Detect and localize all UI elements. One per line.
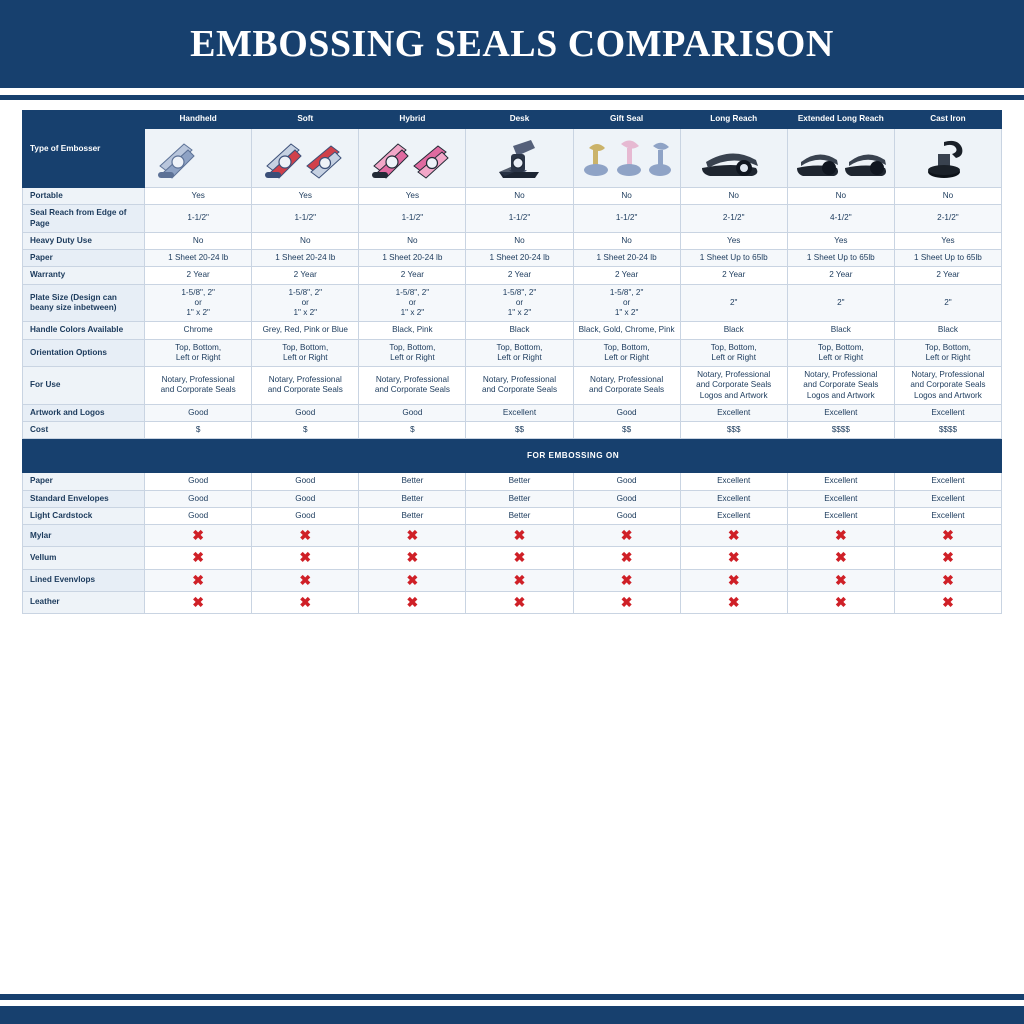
- table-cell: No: [145, 232, 252, 249]
- gift-seal-embosser-icon: [573, 129, 680, 188]
- table-cell: Notary, Professional and Corporate Seals: [466, 367, 573, 405]
- x-mark-icon: [359, 591, 466, 613]
- table-cell: Good: [252, 490, 359, 507]
- row-label-leather: Leather: [23, 591, 145, 613]
- row-label-heavy-duty-use: Heavy Duty Use: [23, 232, 145, 249]
- row-label-portable: Portable: [23, 188, 145, 205]
- table-row: [23, 507, 1002, 524]
- table-cell: 1 Sheet 20-24 lb: [359, 250, 466, 267]
- table-cell: 1 Sheet 20-24 lb: [145, 250, 252, 267]
- table-row: [23, 339, 1002, 367]
- long-reach-embosser-icon: [680, 129, 787, 188]
- handheld-embosser-icon: [145, 129, 252, 188]
- footer-bar: [0, 1006, 1024, 1024]
- table-cell: Yes: [252, 188, 359, 205]
- x-mark-icon: ✖: [620, 549, 633, 566]
- table-cell: Good: [145, 490, 252, 507]
- column-header-desk: Desk: [466, 111, 573, 129]
- table-row: [23, 250, 1002, 267]
- x-mark-icon: ✖: [406, 549, 419, 566]
- hybrid-embosser-icon: [359, 129, 466, 188]
- x-mark-icon: [252, 569, 359, 591]
- page-header: [0, 0, 1024, 88]
- table-cell: 4-1/2": [787, 205, 894, 233]
- row-label-paper: Paper: [23, 250, 145, 267]
- x-mark-icon: [145, 591, 252, 613]
- table-cell: Notary, Professional and Corporate Seals Logos and Artwork: [894, 367, 1001, 405]
- table-cell: 2": [787, 284, 894, 322]
- table-cell: No: [573, 188, 680, 205]
- x-mark-icon: [573, 569, 680, 591]
- table-cell: 1-5/8", 2" or 1" x 2": [145, 284, 252, 322]
- table-row: [23, 232, 1002, 249]
- table-row: [23, 569, 1002, 591]
- table-cell: 1 Sheet 20-24 lb: [466, 250, 573, 267]
- x-mark-icon: ✖: [192, 549, 205, 566]
- table-cell: $: [359, 422, 466, 439]
- x-mark-icon: [466, 569, 573, 591]
- x-mark-icon: [680, 591, 787, 613]
- x-mark-icon: ✖: [513, 527, 526, 543]
- table-cell: 2-1/2": [894, 205, 1001, 233]
- table-cell: $: [145, 422, 252, 439]
- x-mark-icon: ✖: [406, 593, 419, 610]
- row-label-artwork-and-logos: Artwork and Logos: [23, 404, 145, 421]
- x-mark-icon: ✖: [727, 549, 740, 566]
- table-cell: 2-1/2": [680, 205, 787, 233]
- table-cell: Better: [466, 490, 573, 507]
- table-cell: Yes: [894, 232, 1001, 249]
- table-cell: No: [252, 232, 359, 249]
- x-mark-icon: [145, 569, 252, 591]
- table-cell: 1-1/2": [573, 205, 680, 233]
- table-row: [23, 525, 1002, 547]
- table-cell: No: [680, 188, 787, 205]
- row-label-warranty: Warranty: [23, 267, 145, 284]
- row-label-paper: Paper: [23, 473, 145, 490]
- x-mark-icon: ✖: [727, 527, 740, 543]
- table-cell: Excellent: [680, 473, 787, 490]
- x-mark-icon: [787, 591, 894, 613]
- table-cell: 2 Year: [145, 267, 252, 284]
- table-cell: Yes: [787, 232, 894, 249]
- table-cell: 1 Sheet 20-24 lb: [252, 250, 359, 267]
- table-cell: Notary, Professional and Corporate Seals: [359, 367, 466, 405]
- x-mark-icon: ✖: [513, 571, 526, 588]
- table-row: [23, 473, 1002, 490]
- x-mark-icon: [573, 547, 680, 569]
- x-mark-icon: ✖: [192, 571, 205, 588]
- x-mark-icon: [894, 591, 1001, 613]
- table-cell: Good: [145, 473, 252, 490]
- comparison-table-wrapper: [0, 100, 1024, 614]
- x-mark-icon: ✖: [834, 527, 847, 543]
- table-row: [23, 404, 1002, 421]
- column-header-soft: Soft: [252, 111, 359, 129]
- table-cell: Top, Bottom, Left or Right: [466, 339, 573, 367]
- x-mark-icon: ✖: [513, 593, 526, 610]
- table-cell: 1-5/8", 2" or 1" x 2": [573, 284, 680, 322]
- x-mark-icon: ✖: [620, 571, 633, 588]
- table-row: [23, 188, 1002, 205]
- row-label-orientation-options: Orientation Options: [23, 339, 145, 367]
- type-of-embosser-label: Type of Embosser: [23, 111, 145, 188]
- table-row: [23, 367, 1002, 405]
- table-row: [23, 205, 1002, 233]
- footer-divider: [0, 994, 1024, 1000]
- table-cell: Good: [573, 507, 680, 524]
- x-mark-icon: [894, 547, 1001, 569]
- x-mark-icon: [252, 591, 359, 613]
- x-mark-icon: [359, 547, 466, 569]
- table-cell: Notary, Professional and Corporate Seals: [252, 367, 359, 405]
- table-cell: 1 Sheet Up to 65lb: [787, 250, 894, 267]
- table-cell: Notary, Professional and Corporate Seals: [145, 367, 252, 405]
- row-label-handle-colors-available: Handle Colors Available: [23, 322, 145, 339]
- x-mark-icon: ✖: [192, 593, 205, 610]
- row-label-seal-reach-from-edge-of-page: Seal Reach from Edge of Page: [23, 205, 145, 233]
- cast-iron-embosser-icon: [894, 129, 1001, 188]
- x-mark-icon: ✖: [299, 593, 312, 610]
- table-cell: Good: [145, 507, 252, 524]
- comparison-table-body: [23, 111, 1002, 614]
- table-cell: Excellent: [466, 404, 573, 421]
- column-header-gift-seal: Gift Seal: [573, 111, 680, 129]
- x-mark-icon: [359, 525, 466, 547]
- table-cell: Excellent: [894, 473, 1001, 490]
- table-cell: $$: [573, 422, 680, 439]
- x-mark-icon: [894, 525, 1001, 547]
- row-label-mylar: Mylar: [23, 525, 145, 547]
- table-cell: Top, Bottom, Left or Right: [894, 339, 1001, 367]
- table-cell: 2 Year: [787, 267, 894, 284]
- table-cell: Notary, Professional and Corporate Seals Logos and Artwork: [787, 367, 894, 405]
- table-cell: Better: [359, 490, 466, 507]
- table-cell: 1-1/2": [145, 205, 252, 233]
- x-mark-icon: [252, 525, 359, 547]
- x-mark-icon: [466, 525, 573, 547]
- table-cell: Better: [466, 473, 573, 490]
- table-cell: Black: [787, 322, 894, 339]
- x-mark-icon: ✖: [192, 527, 205, 543]
- table-cell: Top, Bottom, Left or Right: [359, 339, 466, 367]
- table-cell: Good: [252, 507, 359, 524]
- table-cell: Excellent: [680, 490, 787, 507]
- table-cell: 1-1/2": [252, 205, 359, 233]
- x-mark-icon: [680, 525, 787, 547]
- table-row: [23, 267, 1002, 284]
- table-cell: Good: [145, 404, 252, 421]
- row-label-vellum: Vellum: [23, 547, 145, 569]
- x-mark-icon: ✖: [299, 571, 312, 588]
- table-cell: Excellent: [894, 404, 1001, 421]
- row-label-cost: Cost: [23, 422, 145, 439]
- x-mark-icon: [466, 547, 573, 569]
- table-cell: 2 Year: [252, 267, 359, 284]
- table-cell: No: [573, 232, 680, 249]
- table-row: [23, 547, 1002, 569]
- table-cell: $$: [466, 422, 573, 439]
- table-cell: 2 Year: [466, 267, 573, 284]
- table-cell: Yes: [680, 232, 787, 249]
- table-cell: Good: [573, 490, 680, 507]
- row-label-for-use: For Use: [23, 367, 145, 405]
- table-cell: 2": [894, 284, 1001, 322]
- x-mark-icon: ✖: [620, 593, 633, 610]
- product-image-row: [23, 129, 1002, 188]
- table-cell: Good: [573, 473, 680, 490]
- table-cell: $: [252, 422, 359, 439]
- x-mark-icon: ✖: [834, 571, 847, 588]
- x-mark-icon: ✖: [406, 571, 419, 588]
- x-mark-icon: [145, 547, 252, 569]
- table-cell: 1 Sheet Up to 65lb: [680, 250, 787, 267]
- table-row: [23, 591, 1002, 613]
- x-mark-icon: [466, 591, 573, 613]
- table-cell: 2 Year: [359, 267, 466, 284]
- table-cell: 2 Year: [894, 267, 1001, 284]
- column-header-handheld: Handheld: [145, 111, 252, 129]
- x-mark-icon: [787, 569, 894, 591]
- x-mark-icon: ✖: [834, 549, 847, 566]
- extended-long-reach-embosser-icon: [787, 129, 894, 188]
- table-cell: Excellent: [787, 507, 894, 524]
- table-cell: Top, Bottom, Left or Right: [573, 339, 680, 367]
- table-cell: Black: [680, 322, 787, 339]
- row-label-lined-evenvlops: Lined Evenvlops: [23, 569, 145, 591]
- table-cell: Good: [359, 404, 466, 421]
- x-mark-icon: ✖: [942, 593, 954, 610]
- row-label-standard-envelopes: Standard Envelopes: [23, 490, 145, 507]
- x-mark-icon: ✖: [942, 549, 954, 566]
- x-mark-icon: ✖: [406, 527, 419, 543]
- table-cell: 2 Year: [680, 267, 787, 284]
- row-label-light-cardstock: Light Cardstock: [23, 507, 145, 524]
- table-cell: Top, Bottom, Left or Right: [787, 339, 894, 367]
- table-row: [23, 422, 1002, 439]
- x-mark-icon: [359, 569, 466, 591]
- table-cell: Black: [894, 322, 1001, 339]
- table-cell: Black: [466, 322, 573, 339]
- table-cell: Black, Pink: [359, 322, 466, 339]
- table-row: [23, 490, 1002, 507]
- table-cell: $$$$: [787, 422, 894, 439]
- table-cell: 1-5/8", 2" or 1" x 2": [252, 284, 359, 322]
- table-cell: 1-5/8", 2" or 1" x 2": [466, 284, 573, 322]
- section-banner-row: [23, 439, 1002, 473]
- x-mark-icon: [252, 547, 359, 569]
- x-mark-icon: [894, 569, 1001, 591]
- table-cell: Top, Bottom, Left or Right: [145, 339, 252, 367]
- table-cell: Good: [573, 404, 680, 421]
- table-cell: Excellent: [894, 507, 1001, 524]
- table-cell: 1 Sheet 20-24 lb: [573, 250, 680, 267]
- table-row: [23, 284, 1002, 322]
- table-cell: Yes: [359, 188, 466, 205]
- table-cell: Excellent: [680, 404, 787, 421]
- table-cell: 1-5/8", 2" or 1" x 2": [359, 284, 466, 322]
- table-cell: Excellent: [787, 473, 894, 490]
- table-cell: No: [787, 188, 894, 205]
- table-cell: No: [466, 232, 573, 249]
- x-mark-icon: ✖: [942, 571, 954, 588]
- desk-embosser-icon: [466, 129, 573, 188]
- table-cell: 2": [680, 284, 787, 322]
- table-cell: No: [466, 188, 573, 205]
- table-cell: Better: [359, 473, 466, 490]
- x-mark-icon: ✖: [942, 527, 954, 543]
- x-mark-icon: [680, 547, 787, 569]
- column-header-long-reach: Long Reach: [680, 111, 787, 129]
- x-mark-icon: ✖: [513, 549, 526, 566]
- x-mark-icon: [787, 525, 894, 547]
- x-mark-icon: ✖: [727, 593, 740, 610]
- comparison-table: [22, 110, 1002, 614]
- table-cell: Notary, Professional and Corporate Seals Logos and Artwork: [680, 367, 787, 405]
- x-mark-icon: [787, 547, 894, 569]
- table-cell: Better: [359, 507, 466, 524]
- x-mark-icon: ✖: [620, 527, 633, 543]
- row-label-plate-size-design-can-beany-size-inbetween: Plate Size (Design can beany size inbetween): [23, 284, 145, 322]
- soft-embosser-icon: [252, 129, 359, 188]
- page-title: EMBOSSING SEALS COMPARISON: [190, 23, 834, 65]
- table-cell: 1 Sheet Up to 65lb: [894, 250, 1001, 267]
- table-cell: Excellent: [894, 490, 1001, 507]
- table-header-row: [23, 111, 1002, 129]
- table-cell: 2 Year: [573, 267, 680, 284]
- table-cell: Good: [252, 473, 359, 490]
- column-header-extended-long-reach: Extended Long Reach: [787, 111, 894, 129]
- table-row: [23, 322, 1002, 339]
- table-cell: No: [359, 232, 466, 249]
- table-cell: No: [894, 188, 1001, 205]
- x-mark-icon: [680, 569, 787, 591]
- x-mark-icon: ✖: [299, 549, 312, 566]
- x-mark-icon: [145, 525, 252, 547]
- table-cell: Excellent: [680, 507, 787, 524]
- table-cell: Notary, Professional and Corporate Seals: [573, 367, 680, 405]
- section-banner-spacer: [23, 439, 145, 473]
- table-cell: Grey, Red, Pink or Blue: [252, 322, 359, 339]
- table-cell: 1-1/2": [466, 205, 573, 233]
- section-banner: FOR EMBOSSING ON: [145, 439, 1002, 473]
- column-header-cast-iron: Cast Iron: [894, 111, 1001, 129]
- table-cell: 1-1/2": [359, 205, 466, 233]
- table-cell: Good: [252, 404, 359, 421]
- table-cell: Excellent: [787, 490, 894, 507]
- x-mark-icon: ✖: [727, 571, 740, 588]
- table-cell: Top, Bottom, Left or Right: [252, 339, 359, 367]
- table-cell: Better: [466, 507, 573, 524]
- column-header-hybrid: Hybrid: [359, 111, 466, 129]
- table-cell: Chrome: [145, 322, 252, 339]
- table-cell: Excellent: [787, 404, 894, 421]
- x-mark-icon: [573, 591, 680, 613]
- x-mark-icon: ✖: [299, 527, 312, 543]
- table-cell: Top, Bottom, Left or Right: [680, 339, 787, 367]
- table-cell: $$$$: [894, 422, 1001, 439]
- table-cell: $$$: [680, 422, 787, 439]
- table-cell: Yes: [145, 188, 252, 205]
- table-cell: Black, Gold, Chrome, Pink: [573, 322, 680, 339]
- x-mark-icon: ✖: [834, 593, 847, 610]
- x-mark-icon: [573, 525, 680, 547]
